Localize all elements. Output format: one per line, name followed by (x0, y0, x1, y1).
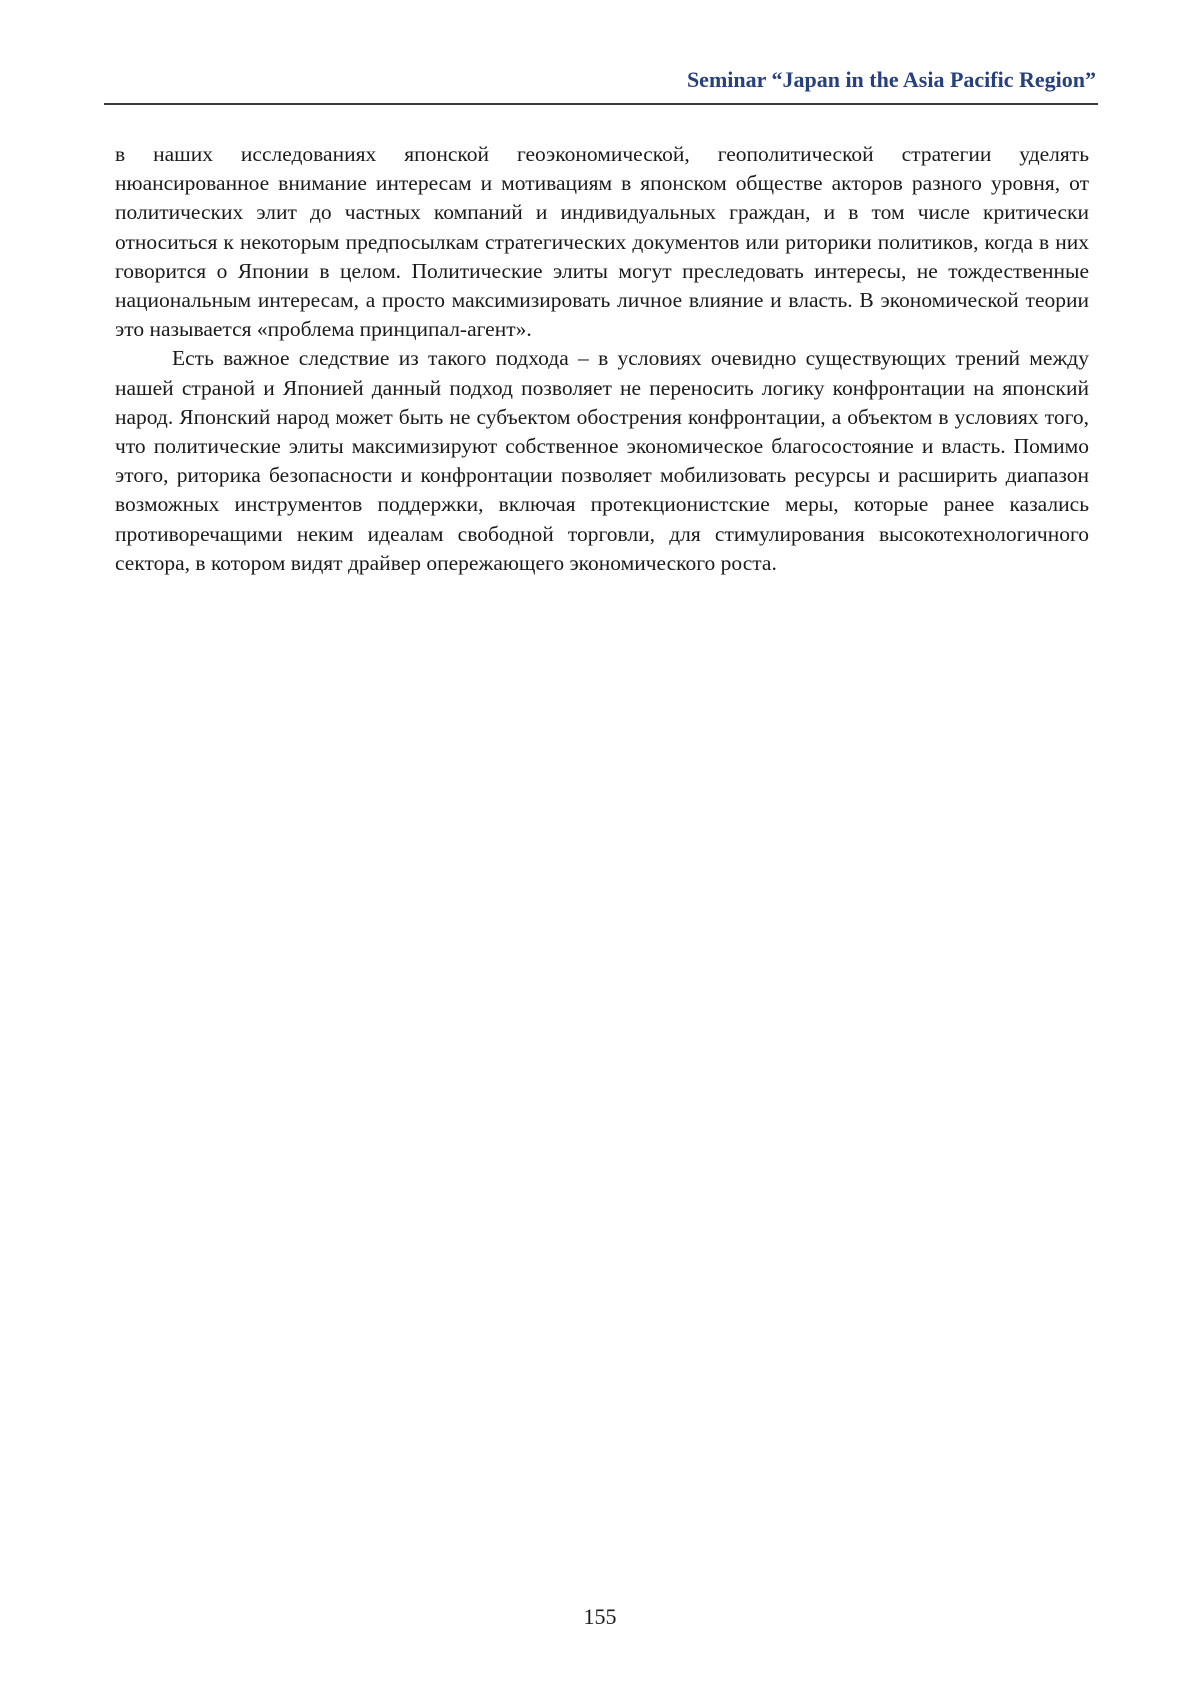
header-divider (104, 103, 1098, 105)
body-paragraph-2: Есть важное следствие из такого подхода – в условиях очевидно существующих трений между нашей страной и Японией данный подход позволяет не переносить логику конфронтации на японский народ. Японский народ может быть не субъектом обострения конфронтации, а объектом в условиях того, что политические элиты максимизируют собственное экономическое благосостояние и власть. Помимо этого, риторика безопасности и конфронтации позволяет мобилизовать ресурсы и расширить диапазон возможных инструментов поддержки, включая протекционистские меры, которые ранее казались противоречащими неким идеалам свободной торговли, для стимулирования высокотехнологичного сектора, в котором видят драйвер опережающего экономического роста. (115, 346, 1089, 575)
body-text (115, 140, 1089, 578)
running-header-title: Seminar “Japan in the Asia Pacific Region” (686, 67, 1096, 92)
page-number: 155 (583, 1604, 617, 1629)
body-paragraph-1: в наших исследованиях японской геоэкономической, геополитической стратегии уделять нюансированное внимание интересам и мотивациям в японском обществе акторов разного уровня, от политических элит до частных компаний и индивидуальных граждан, и в том числе критически относиться к некоторым предпосылкам стратегических документов или риторики политиков, когда в них говорится о Японии в целом. Политические элиты могут преследовать интересы, не тождественные национальным интересам, а просто максимизировать личное влияние и власть. В экономической теории это называется «проблема принципал-агент». (115, 142, 1089, 342)
